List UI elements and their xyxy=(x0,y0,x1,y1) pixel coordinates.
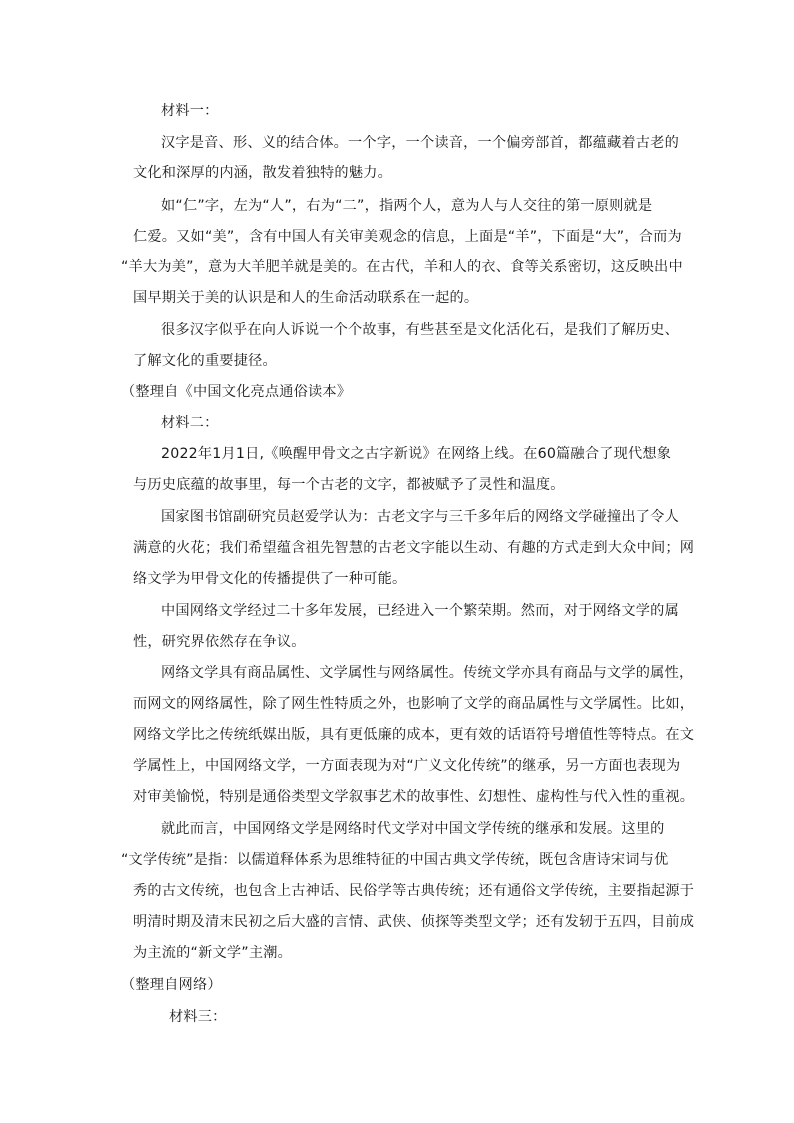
material-2-p3-line-2: 性，研究界依然存在争议。 xyxy=(133,634,306,650)
material-1-p2-line-4: 国早期关于美的认识是和人的生命活动联系在一起的。 xyxy=(133,290,479,306)
material-2-p4-line-4: 学属性上，中国网络文学，一方面表现为对“广义文化传统”的继承，另一方面也表现为 xyxy=(133,758,681,774)
material-1-p2-line-1: 如“仁”字，左为“人”，右为“二”，指两个人，意为人与人交往的第一原则就是 xyxy=(161,198,653,214)
material-1-p3-line-1: 很多汉字似乎在向人诉说一个个故事，有些甚至是文化活化石，是我们了解历史、 xyxy=(161,322,679,338)
material-2-source: （整理自网络） xyxy=(121,977,222,993)
material-2-p4-line-1: 网络文学具有商品属性、文学属性与网络属性。传统文学亦具有商品与文学的属性， xyxy=(161,665,694,681)
material-1-source: （整理自《中国文化亮点通俗读本》 xyxy=(121,384,352,400)
material-2-p5-line-1: 就此而言，中国网络文学是网络时代文学对中国文学传统的继承和发展。这里的 xyxy=(161,821,665,837)
material-2-p2-line-1: 国家图书馆副研究员赵爱学认为：古老文字与三千多年后的网络文学碰撞出了令人 xyxy=(161,509,679,525)
material-2-p5-line-5: 为主流的“新文学”主潮。 xyxy=(133,945,292,961)
material-1-p1-line-1: 汉字是音、形、义的结合体。一个字，一个读音，一个偏旁部首，都蕴藏着古老的 xyxy=(161,135,679,151)
material-2-p4-line-3: 网络文学比之传统纸媒出版，具有更低廉的成本，更有效的话语符号增值性等特点。在文 xyxy=(133,727,695,743)
material-1-p3-line-2: 了解文化的重要捷径。 xyxy=(133,353,277,369)
material-2-p2-line-2: 满意的火花；我们希望蕴含祖先智慧的古老文字能以生动、有趣的方式走到大众中间；网 xyxy=(133,540,695,556)
material-1-p2-line-3: “羊大为美”，意为大羊肥羊就是美的。在古代，羊和人的衣、食等关系密切，这反映出中 xyxy=(121,259,683,275)
material-2-p5-line-4: 明清时期及清末民初之后大盛的言情、武侠、侦探等类型文学；还有发轫于五四，目前成 xyxy=(133,914,695,930)
material-2-p4-line-2: 而网文的网络属性，除了网生性特质之外，也影响了文学的商品属性与文学属性。比如， xyxy=(133,696,695,712)
material-2-p2-line-3: 络文学为甲骨文化的传播提供了一种可能。 xyxy=(133,571,407,587)
material-1-p2-line-2: 仁爱。又如“美”，含有中国人有关审美观念的信息，上面是“羊”，下面是“大”，合而为 xyxy=(133,229,682,245)
material-2-p3-line-1: 中国网络文学经过二十多年发展，已经进入一个繁荣期。然而，对于网络文学的属 xyxy=(161,603,679,619)
material-2-p1-line-1: 2022年1月1日,《唤醒甲骨文之古字新说》在网络上线。在60篇融合了现代想象 xyxy=(161,446,672,462)
material-2-heading: 材料二： xyxy=(161,415,219,431)
material-1-p1-line-2: 文化和深厚的内涵，散发着独特的魅力。 xyxy=(133,165,392,181)
material-2-p5-line-3: 秀的古文传统，也包含上古神话、民俗学等古典传统；还有通俗文学传统，主要指起源于 xyxy=(133,883,695,899)
material-1-heading: 材料一： xyxy=(161,103,219,119)
material-2-p1-line-2: 与历史底蕴的故事里，每一个古老的文字，都被赋予了灵性和温度。 xyxy=(133,477,565,493)
material-2-p5-line-2: “文学传统”是指：以儒道释体系为思维特征的中国古典文学传统，既包含唐诗宋词与优 xyxy=(121,852,669,868)
material-3-heading: 材料三： xyxy=(169,1009,227,1025)
material-2-p4-line-5: 对审美愉悦，特别是通俗类型文学叙事艺术的故事性、幻想性、虚构性与代入性的重视。 xyxy=(133,789,695,805)
